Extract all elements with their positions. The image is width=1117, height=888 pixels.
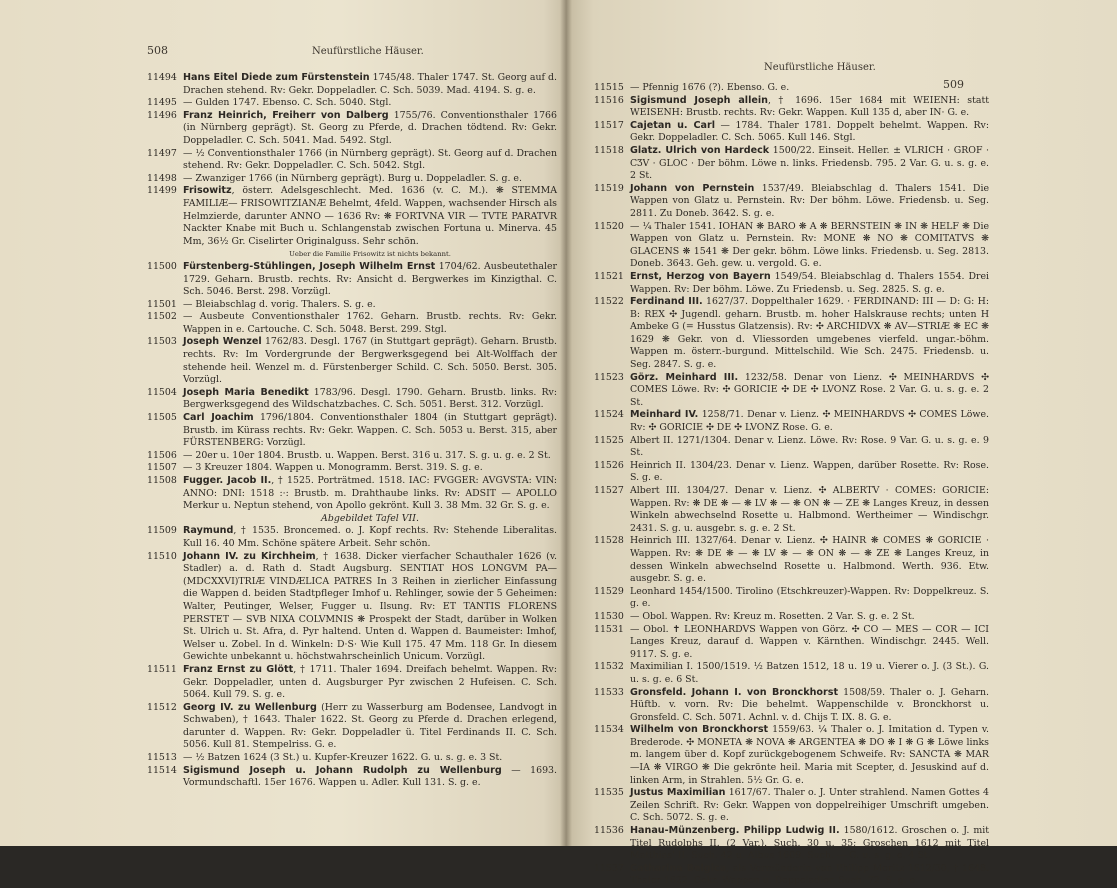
catalog-entry	[594, 661, 989, 686]
catalog-entry	[147, 311, 557, 336]
entry-text: — Pfennig 1676 (?). Ebenso. G. e.	[630, 82, 790, 93]
lot-number: 11496	[147, 109, 177, 121]
left-entries-list	[147, 72, 557, 790]
lot-number: 11509	[147, 525, 177, 537]
entry-text: — 1784. Thaler 1781. Doppelt behelmt. Wappen. Rv: Gekr. Doppeladler. C. Sch. 5065. Kull 146. Stgl.	[630, 119, 990, 144]
entry-text: Albert II. 1271/1304. Denar v. Lienz. Löwe. Rv: Rose. 9 Var. G. u. s. g. e. 9 St.	[630, 434, 989, 459]
entry-text: — ½ Conventionsthaler 1766 (in Nürnberg geprägt). St. Georg auf d. Drachen stehend. Rv: Gekr. Doppeladler. C. Sch. 5042. Stgl.	[183, 147, 557, 172]
entry-text: Maximilian I. 1500/1519. ½ Batzen 1512, 18 u. 19 u. Vierer o. J. (3 St.). G. u. s. g. e. 6 St.	[630, 661, 989, 685]
entry-text: 1258/71. Denar v. Lienz. ✣ MEINHARDVS ✣ COMES Löwe. Rv: ✣ GORICIE ✣ DE ✣ LVONZ Rose. G. e.	[630, 409, 989, 434]
entry-text: , † 1525. Porträtmed. 1518. IAC: FVGGER: AVGVSTA: VIN: ANNO: DNI: 1518 :·: Brustb. m. Drahthaube links. Rv: ADSIT — APOLLO Merkur u. Neptun stehend, von Apollo gekrönt. Kull 3. 38 Mm. 32 Gr. S. g. e.	[183, 475, 557, 512]
catalog-entry	[594, 863, 989, 888]
catalog-entry	[147, 462, 557, 475]
entry-text: 1627/37. Doppelthaler 1629. · FERDINAND: III — D: G: H: B: REX ✣ Jugendl. geharn. Brustb. m. hoher Halskrause rechts; unten H Ambeke G (= Husstus Glatzensis). Rv: ✣ ARCHIDVX ❋ AV—STRIÆ ❋ EC ❋ 1629 ❋ Gekr. von d. Vliessorden umgebenes vierfeld. ungar.-böhm. Wappen m. österr.-burgund. Mittelschild. Wie Sch. 2475. Friedensb. u. Seg. 2847. S. g. e.	[630, 296, 989, 371]
entry-text: — ¼ Thaler 1541. IOHAN ❋ BARO ❋ A ❋ BERNSTEIN ❋ IN ❋ HELF ❋ Die Wappen von Glatz u. Pernstein. Rv: MONE ❋ NO ❋ COMITATVS ❋ GLACENS ❋ 1541 ❋ Der gekr. böhm. Löwe links. Friedensb. u. Seg. 2813. Doneb. 3643. Geh. gew. u. vergold. G. e.	[630, 220, 989, 270]
lot-number: 11504	[147, 386, 177, 398]
catalog-entry	[147, 72, 557, 97]
lot-number: 11517	[594, 119, 624, 131]
lot-number: 11518	[594, 144, 624, 156]
lot-number: 11497	[147, 147, 177, 159]
entry-text: Heinrich III. 1327/64. Denar v. Lienz. ✣ HAINR ❋ COMES ❋ GORICIE · Wappen. Rv: ❋ DE ❋ — ❋ LV ❋ — ❋ ON ❋ — ❋ ZE ❋ Langes Kreuz, in dessen Winkeln abwechselnd Rosette u. Halbmond. Werth. 936. Etw. ausgebr. S. g. e.	[630, 535, 989, 585]
lot-number: 11535	[594, 787, 624, 799]
catalog-entry	[594, 485, 989, 535]
catalog-entry	[594, 825, 989, 863]
catalog-entry	[594, 586, 989, 611]
catalog-entry	[594, 95, 989, 120]
entry-heading: Carl Joachim	[183, 412, 254, 424]
catalog-entry	[147, 525, 557, 550]
catalog-entry	[594, 145, 989, 183]
entry-heading: Frisowitz	[183, 185, 232, 197]
entry-text: 1508/59. Thaler o. J. Geharn. Hüftb. v. vorn. Rv: Die behelmt. Wappenschilde v. Bronckhorst u. Gronsfeld. C. Sch. 5071. Achnl. v. d. Chijs T. IX. 8. G. e.	[630, 686, 989, 723]
entry-text: 1580/1612. Groschen o. J. mit Titel Rudolphs II. (2 Var.). Such. 30 u. 35; Groschen 1612 mit Titel Matthias' II. Such. 42 u. Albus 1609. Such. — G. u. s. g. e. 4 St.	[630, 825, 989, 862]
lot-number: 11513	[147, 752, 177, 764]
lot-number: 11537	[594, 862, 624, 874]
lot-number: 11531	[594, 623, 624, 635]
entry-heading: Ferdinand III.	[630, 296, 703, 308]
catalog-entry	[147, 551, 557, 664]
lot-number: 11505	[147, 412, 177, 424]
catalog-entry	[147, 110, 557, 148]
entry-heading: Franz Ernst zu Glött	[183, 663, 294, 675]
lot-number: 11515	[594, 82, 624, 93]
entry-text: — 3 Kreuzer 1804. Wappen u. Monogramm. Berst. 319. S. g. e.	[183, 462, 483, 474]
lot-number: 11495	[147, 97, 177, 109]
entry-heading: Ernst, Herzog von Bayern	[630, 270, 771, 282]
lot-number: 11527	[594, 485, 624, 496]
lot-number: 11516	[594, 94, 624, 106]
catalog-entry	[594, 460, 989, 485]
lot-number: 11526	[594, 459, 624, 471]
catalog-entry	[147, 248, 557, 261]
entry-text: 1549/54. Bleiabschlag d. Thalers 1554. Drei Wappen. Rv: Der böhm. Löwe. Zu Friedensb. u. Seg. 2825. S. g. e.	[630, 270, 989, 295]
entry-text: — 20er u. 10er 1804. Brustb. u. Wappen. Berst. 316 u. 317. S. g. u. g. e. 2 St.	[183, 449, 551, 461]
entry-heading: Glatz. Ulrich von Hardeck	[630, 144, 770, 156]
entry-text: Heinrich II. 1304/23. Denar v. Lienz. Wappen, darüber Rosette. Rv: Rose. S. g. e.	[630, 459, 989, 484]
entry-text: 1232/58. Denar von Lienz. ✣ MEINHARDVS ✣ COMES Löwe. Rv: ✣ GORICIE ✣ DE ✣ LVONZ Rose. 2 Var. G. u. s. g. e. 2 St.	[630, 371, 989, 408]
lot-number: 11528	[594, 535, 624, 547]
lot-number: 11534	[594, 724, 624, 736]
entry-heading: Görz. Meinhard III.	[630, 371, 739, 383]
entry-text: 1559/63. ¼ Thaler o. J. Imitation d. Typen v. Brederode. ✣ MONETA ❋ NOVA ❋ ARGENTEA ❋ DO ❋ I ❋ G ❋ Löwe links m. langem über d. Kopf zurückgebogenem Schweife. Rv: SANCTA ❋ MAR—IA ❋ VIRGO ❋ Die gekrönte heil. Maria mit Scepter, d. Jesuskind auf d. linken Arm, in Strahlen. 5½ Gr. G. e.	[630, 724, 989, 786]
entry-heading: Raymund	[183, 525, 234, 537]
catalog-entry	[594, 535, 989, 585]
catalog-entry	[147, 148, 557, 173]
entry-heading: Cajetan u. Carl	[630, 119, 716, 131]
entry-text: 1745/48. Thaler 1747. St. Georg auf d. Drachen stehend. Rv: Gekr. Doppeladler. C. Sch. 5039. Mad. 4194. S. g. e.	[183, 72, 557, 96]
lot-number: 11498	[147, 172, 177, 184]
entry-text: , † 1696. 15er 1684 mit WEIENH: statt WEISENH: Brustb. rechts. Rv: Gekr. Wappen. Kull 135 d, aber IN· G. e.	[630, 94, 989, 119]
catalog-entry	[594, 624, 989, 662]
catalog-entry	[594, 687, 989, 725]
page-number-left: 508	[147, 44, 168, 57]
entry-text: , † 1535. Broncemed. o. J. Kopf rechts. Rv: Stehende Liberalitas. Kull 16. 40 Mm. Schöne spätere Arbeit. Sehr schön.	[183, 525, 557, 549]
catalog-entry	[147, 664, 557, 702]
entry-text: , † 1638. Dicker vierfacher Schauthaler 1626 (v. Stadler) a. d. Rath d. Stadt Augsburg. SENTIAT HOS LONGVM PA— (MDCXXVI)TRIÆ VINDÆLICA PATRES In 3 Reihen in zierlicher Einfassung die Wappen d. beiden Stadtpfleger Imhof u. Rehlinger, sowie der 5 Geheimen: Walter, Peutinger, Welser, Fugger u. Ilsung. Rv: ET TANTIS FLORENS PERSTET — SVB NIXA COLVMNIS ❋ Prospekt der Stadt, darüber in Wolken St. Ulrich u. St. Afra, d. Pyr haltend. Unten d. Wappen d. Baumeister: Imhof, Welser u. Zobel. In d. Winkeln: D·S· Wie Kull 175. 47 Mm. 118 Gr. In diesem Gewichte unbekannt u. höchstwahrscheinlich Unicum. Vorzügl.	[183, 550, 557, 663]
entry-note: Ueber die Familie Frisowitz ist nichts bekannt.	[289, 250, 451, 259]
entry-text: (Herr zu Wasserburg am Bodensee, Landvogt in Schwaben), † 1643. Thaler 1622. St. Georg zu Pferde d. Drachen erlegend, darunter d. Wappen. Rv: Gekr. Doppeladler ü. Titel Ferdinands II. C. Sch. 5056. Kull 81. Stempelriss. G. e.	[183, 701, 557, 751]
entry-heading: Franz Heinrich, Freiherr von Dalberg	[183, 109, 389, 121]
lot-number: 11529	[594, 585, 624, 597]
lot-number: 11536	[594, 825, 624, 837]
entry-heading: Johann IV. zu Kirchheim	[183, 550, 316, 562]
entry-text: Albert III. 1304/27. Denar v. Lienz. ✣ ALBERTV · COMES: GORICIE: Wappen. Rv: ❋ DE ❋ — ❋ LV ❋ — ❋ ON ❋ — ZE ❋ Langes Kreuz, in dessen Winkeln abwechselnd Rosette u. Halbmond. Wertheimer — Windischgr. 2431. S. g. u. ausgebr. s. g. e. 2 St.	[630, 485, 989, 534]
catalog-entry	[147, 450, 557, 463]
lot-number: 11500	[147, 260, 177, 272]
entry-text: — ½ Batzen 1624 (3 St.) u. Kupfer-Kreuzer 1622. G. u. s. g. e. 3 St.	[183, 752, 503, 764]
entry-text: 1755/76. Conventionsthaler 1766 (in Nürnberg geprägt). St. Georg zu Pferde, d. Drachen tödtend. Rv: Gekr. Doppeladler. C. Sch. 5041. Mad. 5492. Stgl.	[183, 109, 557, 146]
lot-number: 11524	[594, 409, 624, 421]
entry-heading: Justus Maximilian	[630, 787, 726, 799]
catalog-entry	[147, 475, 557, 513]
entry-text: — Bleiabschlag d. vorig. Thalers. S. g. e.	[183, 298, 376, 310]
lot-number: 11499	[147, 185, 177, 197]
entry-heading: Georg IV. zu Wellenburg	[183, 701, 317, 713]
entry-heading: Meinhard IV.	[630, 409, 699, 421]
catalog-entry	[147, 173, 557, 186]
entry-text: — Obol. Wappen. Rv: Kreuz m. Rosetten. 2 Var. S. g. e. 2 St.	[630, 610, 915, 622]
lot-number: 11530	[594, 610, 624, 622]
catalog-entry	[594, 296, 989, 372]
running-head-right: Neufürstliche Häuser.	[764, 62, 876, 73]
left-page	[0, 0, 566, 846]
catalog-entry	[147, 702, 557, 752]
catalog-entry	[147, 97, 557, 110]
entry-text: 1796/1804. Conventionsthaler 1804 (in Stuttgart geprägt). Brustb. im Kürass rechts. Rv: Gekr. Wappen. C. Sch. 5053 u. Berst. 315, aber FÜRSTENBERG: Vorzügl.	[183, 412, 558, 449]
running-head-left: Neufürstliche Häuser.	[312, 46, 424, 57]
right-entries-list	[594, 82, 989, 888]
lot-number: 11502	[147, 311, 177, 323]
catalog-entry	[594, 120, 989, 145]
entry-heading: Johann von Pernstein	[630, 182, 755, 194]
catalog-entry	[594, 724, 989, 787]
catalog-entry	[594, 271, 989, 296]
lot-number: 11523	[594, 371, 624, 383]
entry-text: 1500/22. Einseit. Heller. ± VLRICH · GROF · CƷV · GLOC · Der böhm. Löwe n. links. Friedensb. 795. 2 Var. G. u. s. g. e. 2 St.	[630, 144, 989, 182]
entry-text: — Obol. ✝ LEONHARDVS Wappen von Görz. ✣ CO — MES — COR — ICI Langes Kreuz, darauf d. Wappen v. Kärnthen. Windischgr. 2445. Well. 9117. S. g. e.	[630, 623, 989, 660]
entry-heading: Gronsfeld. Johann I. von Bronckhorst	[630, 686, 839, 698]
entry-text: 1537/49. Bleiabschlag d. Thalers 1541. Die Wappen von Glatz u. Pernstein. Rv: Der böhm. Löwe. Friedensb. u. Seg. 2811. Zu Doneb. 3642. S. g. e.	[630, 182, 989, 219]
entry-heading: Fugger. Jacob II.	[183, 475, 272, 486]
lot-number: 11520	[594, 220, 624, 232]
catalog-entry	[147, 387, 557, 412]
entry-text: — Zwanziger 1766 (in Nürnberg geprägt). Burg u. Doppeladler. S. g. e.	[183, 172, 522, 184]
lot-number: 11503	[147, 336, 177, 348]
lot-number: 11522	[594, 296, 624, 308]
entry-text: — Ausbeute Conventionsthaler 1762. Geharn. Brustb. rechts. Rv: Gekr. Wappen in e. Cartouche. C. Sch. 5048. Berst. 299. Stgl.	[183, 311, 557, 335]
entry-text: 1704/62. Ausbeutethaler 1729. Geharn. Brustb. rechts. Rv: Ansicht d. Bergwerkes im Kinzigthal. C. Sch. 5046. Berst. 298. Vorzügl.	[183, 260, 557, 298]
catalog-entry	[594, 82, 989, 95]
catalog-entry	[147, 752, 557, 765]
entry-heading: Wilhelm von Bronckhorst	[630, 724, 769, 736]
lot-number: 11508	[147, 475, 177, 486]
entry-heading: Sigismund Joseph u. Johann Rudolph zu Wellenburg	[183, 764, 502, 776]
lot-number: 11512	[147, 701, 177, 713]
catalog-entry	[147, 765, 557, 790]
right-page	[566, 0, 1117, 887]
lot-number: 11510	[147, 550, 177, 562]
entry-heading: Joseph Wenzel	[183, 336, 262, 348]
catalog-entry	[594, 787, 989, 825]
entry-heading: Catharina Belgica	[630, 862, 727, 874]
lot-number: 11494	[147, 72, 177, 83]
entry-text: 1617/67. Thaler o. J. Unter strahlend. Namen Gottes 4 Zeilen Schrift. Rv: Gekr. Wappen von doppelreihiger Umschrift umgeben. C. Sch. 5072. S. g. e.	[630, 787, 989, 824]
lot-number: 11507	[147, 462, 177, 474]
catalog-entry	[147, 336, 557, 386]
lot-number: 11519	[594, 182, 624, 194]
entry-heading: Hans Eitel Diede zum Fürstenstein	[183, 72, 370, 83]
entry-text: — 1693. Vormundschaftl. 15er 1676. Wappen u. Adler. Kull 131. S. g. e.	[183, 764, 557, 789]
entry-text: 1762/83. Desgl. 1767 (in Stuttgart geprägt). Geharn. Brustb. rechts. Rv: Im Vordergrunde der Bergwerksgegend bei Alt-Wolffach der stehende heil. Wenzel m. d. Fürstenberger Schild. C. Sch. 5050. Berst. 305. Vorzügl.	[183, 336, 557, 386]
lot-number: 11525	[594, 434, 624, 446]
catalog-entry	[147, 412, 557, 450]
entry-text: , † 1711. Thaler 1694. Dreifach behelmt. Wappen. Rv: Gekr. Doppeladler, unten d. Augsburger Pyr zwischen 2 Hufeisen. C. Sch. 5064. Kull 79. S. g. e.	[183, 663, 557, 701]
lot-number: 11532	[594, 661, 624, 673]
catalog-entry	[594, 372, 989, 410]
lot-number: 11511	[147, 663, 177, 675]
entry-heading: Joseph Maria Benedikt	[183, 386, 309, 398]
catalog-entry	[594, 183, 989, 221]
entry-text: Leonhard 1454/1500. Tirolino (Etschkreuzer)-Wappen. Rv: Doppelkreuz. S. g. e.	[630, 585, 989, 610]
entry-heading: Sigismund Joseph allein	[630, 94, 768, 106]
entry-heading: Fürstenberg-Stühlingen, Joseph Wilhelm Ernst	[183, 260, 436, 272]
catalog-entry	[147, 185, 557, 248]
lot-number: 11514	[147, 764, 177, 776]
catalog-entry	[147, 299, 557, 312]
entry-text: , als Vormünderin von Philipp Moritz 1612/30, † 1648. Thaler 1622. Gekr. Wappen u. Doppeladler. Such. 72. S. g. e.	[630, 862, 989, 887]
catalog-entry	[594, 221, 989, 271]
catalog-entry	[594, 611, 989, 624]
entry-text: , österr. Adelsgeschlecht. Med. 1636 (v. C. M.). ❋ STEMMA FAMILIÆ— FRISOWITZIANÆ Behelmt, 4feld. Wappen, wachsender Hirsch als Helmzierde, darunter ANNO — 1636 Rv: ❋ FORTVNA VIR — TVTE PARATVR Nackter Knabe mit Buch u. Schlangenstab zwischen Fortuna u. Minerva. 45 Mm, 36½ Gr. Ciselirter Originalguss. Sehr schön.	[183, 185, 557, 247]
entry-heading: Hanau-Münzenberg. Philipp Ludwig II.	[630, 825, 840, 837]
catalog-entry	[147, 261, 557, 299]
catalog-entry	[594, 409, 989, 434]
entry-text: — Gulden 1747. Ebenso. C. Sch. 5040. Stgl.	[183, 97, 392, 109]
catalog-entry	[594, 435, 989, 460]
entry-text: 1783/96. Desgl. 1790. Geharn. Brustb. links. Rv: Bergwerksgegend des Wildschatzbaches. C. Sch. 5051. Berst. 312. Vorzügl.	[183, 386, 557, 411]
lot-number: 11501	[147, 298, 177, 310]
book-gutter	[560, 0, 572, 846]
lot-number: 11533	[594, 686, 624, 698]
page-number-right: 509	[943, 78, 964, 91]
plate-reference: Abgebildet Tafel VII.	[321, 512, 419, 524]
lot-number: 11506	[147, 449, 177, 461]
lot-number: 11521	[594, 270, 624, 282]
catalog-entry	[147, 513, 557, 526]
